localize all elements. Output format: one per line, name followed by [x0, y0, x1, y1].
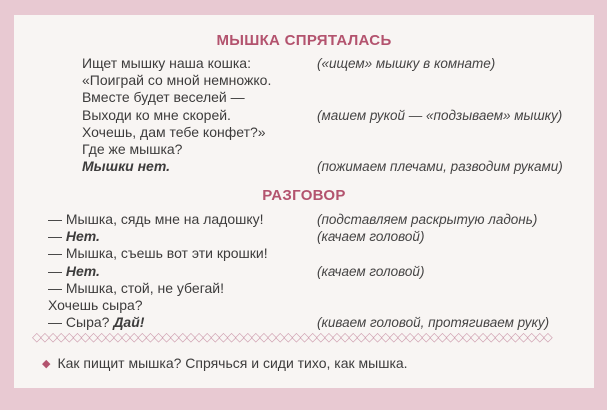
line-text-emphasis: Нет.	[65, 262, 100, 279]
line-text: — Мышка, сядь мне на ладошку!	[48, 211, 264, 227]
gesture-note: (киваем головой, протягиваем руку)	[317, 315, 550, 331]
line-text: —	[48, 228, 66, 245]
gesture-note: (машем рукой — «подзываем» мышку)	[317, 107, 563, 123]
dialog-line	[14, 245, 594, 262]
line-text: — Мышка, стой, не убегай!	[48, 279, 224, 296]
poem-line	[14, 107, 594, 124]
footer-note	[42, 355, 408, 371]
line-text: «Поиграй со мной немножко.	[82, 72, 272, 89]
dialog-lines	[14, 211, 594, 331]
diamond-bullet-icon: ◆	[42, 358, 51, 370]
section-title-mouse-hid: МЫШКА СПРЯТАЛАСЬ	[216, 32, 392, 49]
dialog-line	[14, 211, 594, 228]
dialog-line	[14, 228, 594, 245]
dialog-line	[14, 263, 594, 280]
line-text: —	[48, 262, 66, 279]
gesture-note: (пожимаем плечами, разводим руками)	[317, 159, 563, 175]
poem-line	[14, 55, 594, 72]
line-text: — Мышка, съешь вот эти крошки!	[48, 245, 268, 262]
line-text: Вместе будет веселей —	[82, 89, 245, 106]
book-card	[14, 15, 594, 388]
poem-line	[14, 141, 594, 158]
line-text-emphasis: Дай!	[113, 314, 145, 331]
line-text-emphasis: Нет.	[65, 228, 100, 245]
line-text: Ищет мышку наша кошка:	[82, 55, 251, 71]
line-text: Хочешь, дам тебе конфет?»	[82, 123, 266, 140]
dialog-line	[14, 297, 594, 314]
line-text: Хочешь сыра?	[48, 296, 143, 313]
poem-line	[14, 89, 594, 106]
gesture-note: («ищем» мышку в комнате)	[317, 56, 496, 71]
poem-line	[14, 124, 594, 141]
poem-line	[14, 72, 594, 89]
line-text: — Сыра?	[48, 314, 114, 331]
gesture-note: (подставляем раскрытую ладонь)	[317, 212, 538, 227]
gesture-note: (качаем головой)	[317, 229, 425, 245]
diamond-divider: ◇◇◇◇◇◇◇◇◇◇◇◇◇◇◇◇◇◇◇◇◇◇◇◇◇◇◇◇◇◇◇◇◇◇◇◇◇◇◇◇◇◇◇◇◇◇◇◇◇◇◇◇◇◇◇◇◇◇◇◇◇◇◇◇	[32, 330, 552, 344]
poem-line	[14, 158, 594, 175]
poem-lines	[14, 55, 594, 175]
section-title-conversation: РАЗГОВОР	[262, 187, 346, 204]
gesture-note: (качаем головой)	[317, 263, 425, 279]
dialog-line	[14, 280, 594, 297]
line-text: Выходи ко мне скорей.	[82, 106, 231, 123]
footer-text: Как пищит мышка? Спрячься и сиди тихо, как мышка.	[57, 355, 408, 371]
line-text: Где же мышка?	[82, 140, 183, 157]
line-text-emphasis: Мышки нет.	[82, 158, 170, 175]
